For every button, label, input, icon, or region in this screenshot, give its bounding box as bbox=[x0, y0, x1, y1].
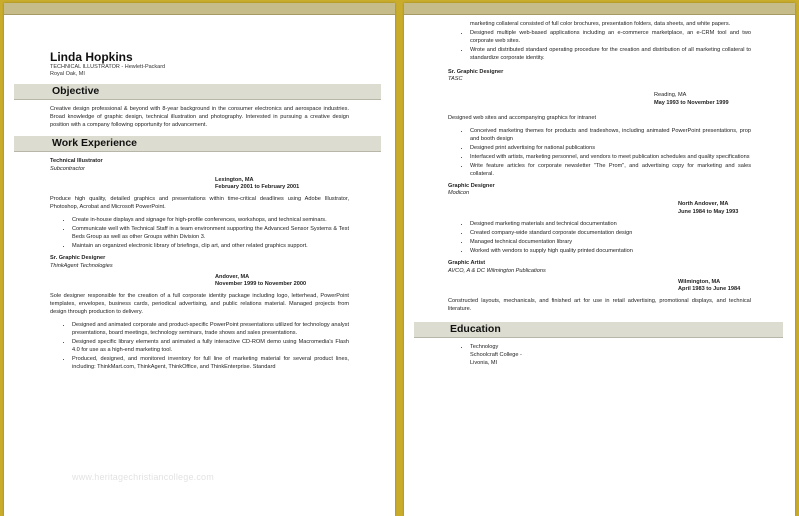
job-title: Graphic Designer bbox=[448, 182, 495, 189]
job-entry bbox=[448, 183, 751, 256]
job-city: Andover, MA bbox=[215, 273, 250, 280]
job-description: Produce high quality, detailed graphics and presentations within time-critical deadlines using Adobe Illustrator, Photoshop, Acrobat and Microsoft PowerPoint. bbox=[50, 196, 349, 211]
job-location bbox=[448, 92, 751, 107]
candidate-title: TECHNICAL ILLUSTRATOR - Hewlett-Packard bbox=[50, 64, 166, 70]
resume-page-1 bbox=[4, 3, 395, 516]
objective-text: Creative design professional & beyond with 8-year background in the consumer electronics and aerospace industries. Broad knowledge of graphic design, technical illustration and photography. Interested in pursuing a creative design position with a company following opportunity for advancement. bbox=[50, 106, 349, 128]
job-entry bbox=[50, 255, 349, 372]
job-entry bbox=[448, 69, 751, 179]
education-item bbox=[470, 344, 751, 368]
job-dates: November 1999 to November 2000 bbox=[215, 281, 307, 287]
job-title: Technical Illustrator bbox=[50, 157, 103, 164]
candidate-location: Royal Oak, MI bbox=[50, 71, 85, 77]
job-bullets bbox=[50, 322, 349, 371]
education-school: Schoolcraft College - bbox=[470, 352, 522, 359]
job-bullet: • Interfaced with artists, marketing personnel, and vendors to meet publication schedules and quality specifications bbox=[470, 154, 751, 162]
job-title: Graphic Artist bbox=[448, 259, 486, 266]
job-entry bbox=[448, 260, 751, 314]
job-bullets bbox=[448, 221, 751, 256]
job-dates: February 2001 to February 2001 bbox=[215, 183, 300, 190]
job-bullets bbox=[448, 128, 751, 178]
job-organization: Modicon bbox=[448, 190, 470, 197]
job-bullet: • Communicate well with Technical Staff in a team environment supporting the Advanced Sensor Systems & Test Beds Group as well as other Groups within Division 3. bbox=[72, 226, 349, 242]
job-organization: Subcontractor bbox=[50, 165, 85, 172]
education-list bbox=[448, 344, 751, 368]
job-location bbox=[50, 177, 349, 192]
job-bullet: • Created company-wide standard corporate documentation design bbox=[470, 230, 751, 238]
job-location bbox=[448, 279, 751, 294]
job-city: North Andover, MA bbox=[678, 201, 729, 208]
job-bullet: • Designed marketing materials and technical documentation bbox=[470, 221, 751, 229]
job-dates: June 1984 to May 1993 bbox=[678, 208, 739, 215]
job-bullet: • Designed specific library elements and animated a fully interactive CD-ROM demo using Macromedia's Flash 4.0 for use as a high-end marketing tool. bbox=[72, 339, 349, 355]
page-header-bar bbox=[4, 3, 395, 15]
job-organization: AVCO, A & DC Wilmington Publications bbox=[448, 267, 546, 274]
education-location: Livonia, MI bbox=[470, 360, 498, 366]
resume-page-2 bbox=[404, 3, 795, 516]
job-bullet: • Managed technical documentation library bbox=[470, 239, 751, 247]
job-dates: May 1993 to November 1999 bbox=[654, 99, 729, 106]
job-bullet: • Create in-house displays and signage for high-profile conferences, workshops, and technical seminars. bbox=[72, 217, 349, 225]
job-city: Wilmington, MA bbox=[678, 278, 721, 285]
job-dates: April 1983 to June 1984 bbox=[678, 285, 741, 292]
job-bullet: • Write feature articles for corporate newsletter "The Prom", and advertising copy for marketing and sales collateral. bbox=[470, 163, 751, 179]
education-heading: Education bbox=[414, 322, 783, 338]
job-organization: TASC bbox=[448, 76, 463, 83]
job-bullet: • Designed and animated corporate and product-specific PowerPoint presentations utilized for technology analyst presentations, board meetings, technology seminars, trade shows and sales presentations. bbox=[72, 322, 349, 338]
job-title: Sr. Graphic Designer bbox=[448, 68, 504, 75]
job-bullet: • Designed print advertising for national publications bbox=[470, 145, 751, 153]
education-degree: • Technology bbox=[470, 344, 499, 351]
job-city: Reading, MA bbox=[654, 92, 687, 99]
job-bullets bbox=[50, 217, 349, 251]
objective-heading: Objective bbox=[14, 84, 381, 100]
job-bullet: • Produced, designed, and monitored inventory for full line of marketing material for several product lines, including: ThinkMart.com, ThinkAgent, ThinkOffice, and ThinkEnterprise. Standard bbox=[72, 356, 349, 372]
job-bullet: • Designed multiple web-based applications including an e-commerce marketplace, an e-CRM tool and two corporate web sites. bbox=[470, 30, 751, 46]
job-bullet: • Worked with vendors to supply high quality printed documentation bbox=[470, 248, 751, 256]
watermark: www.heritagechristiancollege.com bbox=[72, 472, 214, 482]
page-2-content bbox=[404, 21, 795, 368]
job-location bbox=[448, 201, 751, 216]
candidate-name: Linda Hopkins bbox=[50, 50, 133, 64]
job-title: Sr. Graphic Designer bbox=[50, 254, 106, 261]
page-1-content bbox=[4, 51, 395, 372]
job-description: Designed web sites and accompanying graphics for intranet bbox=[448, 115, 597, 122]
job-organization: ThinkAgent Technologies bbox=[50, 262, 113, 269]
job-bullet: • Conceived marketing themes for products and tradeshows, including animated PowerPoint presentations, prop and booth design bbox=[470, 128, 751, 144]
job-bullet: marketing collateral consisted of full color brochures, presentation folders, data sheets, and white papers. bbox=[470, 21, 731, 27]
job-location bbox=[50, 274, 349, 289]
job-description: Sole designer responsible for the creation of a full corporate identity package including logo, letterhead, PowerPoint templates, envelopes, business cards, periodical advertising, and public relations material. Managed projects from design through production to delivery. bbox=[50, 293, 349, 316]
continued-bullets bbox=[448, 21, 751, 63]
job-bullet: • Wrote and distributed standard operating procedure for the creation and distribution of all marketing collateral to standardize corporate identity. bbox=[470, 47, 751, 63]
job-city: Lexington, MA bbox=[215, 176, 254, 183]
work-experience-heading: Work Experience bbox=[14, 136, 381, 152]
job-description: Constructed layouts, mechanicals, and finished art for use in retail advertising, promotional displays, and technical literature. bbox=[448, 298, 751, 313]
job-bullet: • Maintain an organized electronic library of briefings, clip art, and other related graphics support. bbox=[72, 243, 349, 251]
page-header-bar bbox=[404, 3, 795, 15]
job-entry bbox=[50, 158, 349, 251]
